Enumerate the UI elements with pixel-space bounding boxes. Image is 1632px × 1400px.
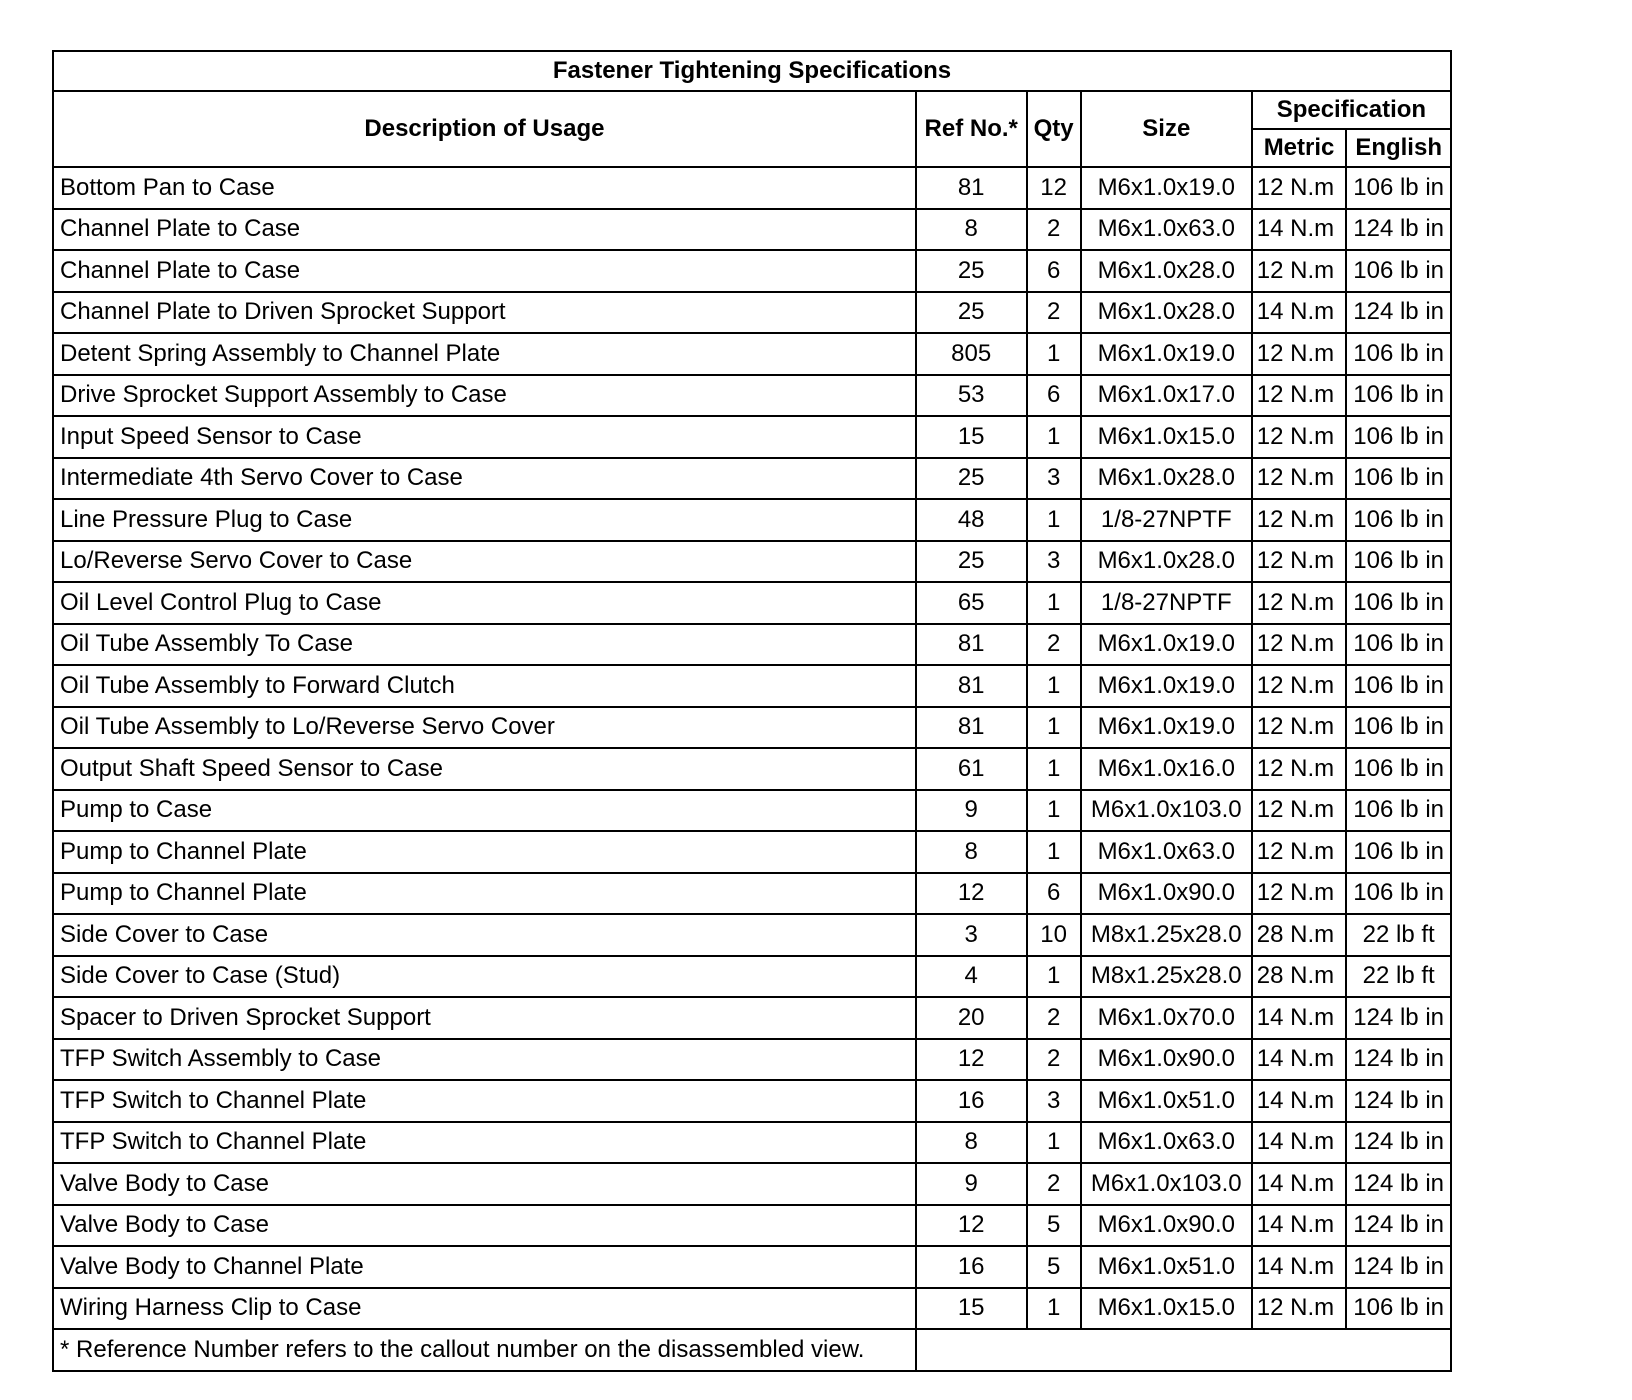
cell-size: M6x1.0x28.0 — [1081, 250, 1252, 292]
table-row — [53, 914, 1451, 956]
cell-english: 124 lb in — [1346, 1205, 1451, 1247]
cell-description: Drive Sprocket Support Assembly to Case — [53, 375, 916, 417]
cell-size: M6x1.0x90.0 — [1081, 873, 1252, 915]
header-ref-no: Ref No.* — [916, 91, 1027, 167]
cell-ref-no: 9 — [916, 1163, 1027, 1205]
cell-metric: 12 N.m — [1252, 416, 1347, 458]
cell-ref-no: 25 — [916, 292, 1027, 334]
cell-metric: 14 N.m — [1252, 1205, 1347, 1247]
cell-metric: 14 N.m — [1252, 1163, 1347, 1205]
cell-description: Pump to Case — [53, 790, 916, 832]
table-row — [53, 624, 1451, 666]
header-description: Description of Usage — [53, 91, 916, 167]
cell-description: Intermediate 4th Servo Cover to Case — [53, 458, 916, 500]
cell-size: M6x1.0x19.0 — [1081, 707, 1252, 749]
cell-size: M6x1.0x63.0 — [1081, 209, 1252, 251]
cell-description: Valve Body to Case — [53, 1205, 916, 1247]
cell-size: M6x1.0x70.0 — [1081, 997, 1252, 1039]
cell-metric: 12 N.m — [1252, 1288, 1347, 1330]
cell-english: 106 lb in — [1346, 375, 1451, 417]
cell-description: Oil Tube Assembly to Lo/Reverse Servo Cover — [53, 707, 916, 749]
cell-size: M6x1.0x15.0 — [1081, 1288, 1252, 1330]
table-row — [53, 375, 1451, 417]
cell-description: Output Shaft Speed Sensor to Case — [53, 748, 916, 790]
table-row — [53, 582, 1451, 624]
cell-description: Channel Plate to Case — [53, 250, 916, 292]
cell-metric: 14 N.m — [1252, 292, 1347, 334]
cell-metric: 14 N.m — [1252, 1246, 1347, 1288]
footnote-blank-cell — [916, 1329, 1451, 1371]
cell-ref-no: 12 — [916, 1205, 1027, 1247]
cell-qty: 1 — [1027, 582, 1081, 624]
cell-ref-no: 12 — [916, 873, 1027, 915]
cell-ref-no: 53 — [916, 375, 1027, 417]
cell-metric: 28 N.m — [1252, 914, 1347, 956]
cell-metric: 14 N.m — [1252, 997, 1347, 1039]
cell-ref-no: 81 — [916, 707, 1027, 749]
cell-ref-no: 9 — [916, 790, 1027, 832]
cell-english: 106 lb in — [1346, 665, 1451, 707]
table-row — [53, 1163, 1451, 1205]
table-row — [53, 1080, 1451, 1122]
cell-metric: 28 N.m — [1252, 956, 1347, 998]
fastener-spec-table — [52, 50, 1452, 1372]
cell-qty: 1 — [1027, 416, 1081, 458]
cell-qty: 3 — [1027, 1080, 1081, 1122]
cell-size: M6x1.0x15.0 — [1081, 416, 1252, 458]
table-row — [53, 707, 1451, 749]
header-metric: Metric — [1252, 129, 1347, 167]
cell-ref-no: 4 — [916, 956, 1027, 998]
cell-size: M6x1.0x63.0 — [1081, 831, 1252, 873]
table-row — [53, 209, 1451, 251]
header-qty: Qty — [1027, 91, 1081, 167]
cell-english: 124 lb in — [1346, 1122, 1451, 1164]
cell-description: Wiring Harness Clip to Case — [53, 1288, 916, 1330]
cell-english: 106 lb in — [1346, 748, 1451, 790]
cell-description: TFP Switch Assembly to Case — [53, 1039, 916, 1081]
cell-qty: 5 — [1027, 1205, 1081, 1247]
cell-size: M6x1.0x103.0 — [1081, 1163, 1252, 1205]
cell-ref-no: 48 — [916, 499, 1027, 541]
cell-ref-no: 8 — [916, 1122, 1027, 1164]
cell-size: M6x1.0x51.0 — [1081, 1246, 1252, 1288]
cell-description: Oil Level Control Plug to Case — [53, 582, 916, 624]
cell-english: 106 lb in — [1346, 1288, 1451, 1330]
cell-metric: 12 N.m — [1252, 831, 1347, 873]
cell-size: M6x1.0x51.0 — [1081, 1080, 1252, 1122]
cell-description: Bottom Pan to Case — [53, 167, 916, 209]
cell-qty: 6 — [1027, 375, 1081, 417]
cell-qty: 2 — [1027, 997, 1081, 1039]
cell-size: M6x1.0x103.0 — [1081, 790, 1252, 832]
cell-ref-no: 15 — [916, 1288, 1027, 1330]
cell-qty: 6 — [1027, 873, 1081, 915]
cell-qty: 10 — [1027, 914, 1081, 956]
cell-size: M6x1.0x28.0 — [1081, 292, 1252, 334]
cell-ref-no: 61 — [916, 748, 1027, 790]
cell-ref-no: 65 — [916, 582, 1027, 624]
table-row — [53, 1246, 1451, 1288]
cell-description: TFP Switch to Channel Plate — [53, 1080, 916, 1122]
cell-size: M6x1.0x17.0 — [1081, 375, 1252, 417]
cell-ref-no: 25 — [916, 458, 1027, 500]
cell-metric: 12 N.m — [1252, 624, 1347, 666]
cell-qty: 6 — [1027, 250, 1081, 292]
cell-qty: 1 — [1027, 665, 1081, 707]
table-row — [53, 541, 1451, 583]
cell-qty: 1 — [1027, 748, 1081, 790]
cell-ref-no: 20 — [916, 997, 1027, 1039]
cell-qty: 1 — [1027, 1122, 1081, 1164]
cell-description: Channel Plate to Case — [53, 209, 916, 251]
cell-english: 22 lb ft — [1346, 914, 1451, 956]
cell-size: M6x1.0x19.0 — [1081, 167, 1252, 209]
cell-english: 106 lb in — [1346, 458, 1451, 500]
cell-english: 124 lb in — [1346, 1163, 1451, 1205]
cell-description: Valve Body to Case — [53, 1163, 916, 1205]
cell-qty: 5 — [1027, 1246, 1081, 1288]
cell-qty: 1 — [1027, 831, 1081, 873]
cell-description: Spacer to Driven Sprocket Support — [53, 997, 916, 1039]
cell-description: Lo/Reverse Servo Cover to Case — [53, 541, 916, 583]
header-specification: Specification — [1252, 91, 1451, 129]
cell-description: TFP Switch to Channel Plate — [53, 1122, 916, 1164]
table-row — [53, 873, 1451, 915]
cell-qty: 1 — [1027, 499, 1081, 541]
cell-ref-no: 25 — [916, 541, 1027, 583]
table-row — [53, 416, 1451, 458]
cell-size: M6x1.0x90.0 — [1081, 1205, 1252, 1247]
cell-size: M6x1.0x28.0 — [1081, 541, 1252, 583]
cell-qty: 1 — [1027, 956, 1081, 998]
spec-sheet — [52, 50, 1452, 1372]
table-row — [53, 1205, 1451, 1247]
cell-description: Line Pressure Plug to Case — [53, 499, 916, 541]
cell-qty: 12 — [1027, 167, 1081, 209]
cell-ref-no: 16 — [916, 1080, 1027, 1122]
cell-size: 1/8-27NPTF — [1081, 582, 1252, 624]
cell-qty: 2 — [1027, 624, 1081, 666]
cell-size: M6x1.0x63.0 — [1081, 1122, 1252, 1164]
cell-qty: 1 — [1027, 790, 1081, 832]
cell-metric: 12 N.m — [1252, 748, 1347, 790]
cell-ref-no: 3 — [916, 914, 1027, 956]
cell-qty: 2 — [1027, 1163, 1081, 1205]
cell-metric: 12 N.m — [1252, 541, 1347, 583]
cell-english: 106 lb in — [1346, 790, 1451, 832]
cell-ref-no: 8 — [916, 831, 1027, 873]
cell-metric: 14 N.m — [1252, 1080, 1347, 1122]
table-row — [53, 1288, 1451, 1330]
cell-qty: 3 — [1027, 541, 1081, 583]
cell-size: M8x1.25x28.0 — [1081, 914, 1252, 956]
cell-ref-no: 81 — [916, 665, 1027, 707]
table-title: Fastener Tightening Specifications — [53, 51, 1451, 91]
cell-metric: 14 N.m — [1252, 1122, 1347, 1164]
header-size: Size — [1081, 91, 1252, 167]
cell-metric: 12 N.m — [1252, 873, 1347, 915]
cell-qty: 2 — [1027, 1039, 1081, 1081]
cell-metric: 12 N.m — [1252, 499, 1347, 541]
cell-metric: 12 N.m — [1252, 665, 1347, 707]
cell-description: Oil Tube Assembly to Forward Clutch — [53, 665, 916, 707]
table-row — [53, 790, 1451, 832]
cell-description: Detent Spring Assembly to Channel Plate — [53, 333, 916, 375]
cell-size: M6x1.0x28.0 — [1081, 458, 1252, 500]
cell-ref-no: 15 — [916, 416, 1027, 458]
cell-description: Side Cover to Case (Stud) — [53, 956, 916, 998]
cell-english: 106 lb in — [1346, 873, 1451, 915]
cell-description: Oil Tube Assembly To Case — [53, 624, 916, 666]
cell-english: 106 lb in — [1346, 624, 1451, 666]
cell-description: Pump to Channel Plate — [53, 873, 916, 915]
cell-ref-no: 16 — [916, 1246, 1027, 1288]
cell-english: 106 lb in — [1346, 333, 1451, 375]
cell-ref-no: 25 — [916, 250, 1027, 292]
cell-english: 124 lb in — [1346, 1080, 1451, 1122]
cell-description: Side Cover to Case — [53, 914, 916, 956]
cell-english: 106 lb in — [1346, 250, 1451, 292]
cell-metric: 12 N.m — [1252, 790, 1347, 832]
footnote-row — [53, 1329, 1451, 1371]
cell-description: Channel Plate to Driven Sprocket Support — [53, 292, 916, 334]
table-row — [53, 499, 1451, 541]
cell-metric: 14 N.m — [1252, 1039, 1347, 1081]
cell-qty: 1 — [1027, 333, 1081, 375]
cell-english: 106 lb in — [1346, 831, 1451, 873]
cell-english: 106 lb in — [1346, 167, 1451, 209]
cell-english: 22 lb ft — [1346, 956, 1451, 998]
table-row — [53, 956, 1451, 998]
cell-size: 1/8-27NPTF — [1081, 499, 1252, 541]
table-row — [53, 167, 1451, 209]
cell-english: 106 lb in — [1346, 499, 1451, 541]
cell-size: M6x1.0x19.0 — [1081, 333, 1252, 375]
table-row — [53, 1122, 1451, 1164]
cell-metric: 12 N.m — [1252, 250, 1347, 292]
cell-english: 106 lb in — [1346, 541, 1451, 583]
table-row — [53, 665, 1451, 707]
cell-english: 124 lb in — [1346, 209, 1451, 251]
table-row — [53, 997, 1451, 1039]
cell-ref-no: 805 — [916, 333, 1027, 375]
table-row — [53, 458, 1451, 500]
cell-size: M6x1.0x90.0 — [1081, 1039, 1252, 1081]
table-row — [53, 1039, 1451, 1081]
cell-english: 124 lb in — [1346, 1039, 1451, 1081]
cell-qty: 1 — [1027, 1288, 1081, 1330]
table-row — [53, 250, 1451, 292]
cell-metric: 12 N.m — [1252, 167, 1347, 209]
cell-qty: 1 — [1027, 707, 1081, 749]
cell-qty: 3 — [1027, 458, 1081, 500]
cell-description: Valve Body to Channel Plate — [53, 1246, 916, 1288]
cell-qty: 2 — [1027, 292, 1081, 334]
cell-english: 124 lb in — [1346, 1246, 1451, 1288]
cell-english: 106 lb in — [1346, 416, 1451, 458]
cell-metric: 12 N.m — [1252, 333, 1347, 375]
cell-english: 106 lb in — [1346, 582, 1451, 624]
cell-ref-no: 81 — [916, 624, 1027, 666]
cell-metric: 12 N.m — [1252, 582, 1347, 624]
cell-metric: 12 N.m — [1252, 375, 1347, 417]
cell-ref-no: 8 — [916, 209, 1027, 251]
cell-metric: 14 N.m — [1252, 209, 1347, 251]
cell-size: M6x1.0x19.0 — [1081, 665, 1252, 707]
cell-english: 106 lb in — [1346, 707, 1451, 749]
cell-metric: 12 N.m — [1252, 458, 1347, 500]
cell-metric: 12 N.m — [1252, 707, 1347, 749]
cell-size: M6x1.0x16.0 — [1081, 748, 1252, 790]
table-row — [53, 748, 1451, 790]
cell-english: 124 lb in — [1346, 997, 1451, 1039]
header-english: English — [1346, 129, 1451, 167]
cell-english: 124 lb in — [1346, 292, 1451, 334]
cell-ref-no: 81 — [916, 167, 1027, 209]
cell-size: M8x1.25x28.0 — [1081, 956, 1252, 998]
footnote-text: * Reference Number refers to the callout number on the disassembled view. — [53, 1329, 916, 1371]
table-row — [53, 333, 1451, 375]
cell-description: Pump to Channel Plate — [53, 831, 916, 873]
cell-description: Input Speed Sensor to Case — [53, 416, 916, 458]
cell-size: M6x1.0x19.0 — [1081, 624, 1252, 666]
table-row — [53, 831, 1451, 873]
spec-table-body — [53, 167, 1451, 1329]
cell-ref-no: 12 — [916, 1039, 1027, 1081]
table-row — [53, 292, 1451, 334]
cell-qty: 2 — [1027, 209, 1081, 251]
